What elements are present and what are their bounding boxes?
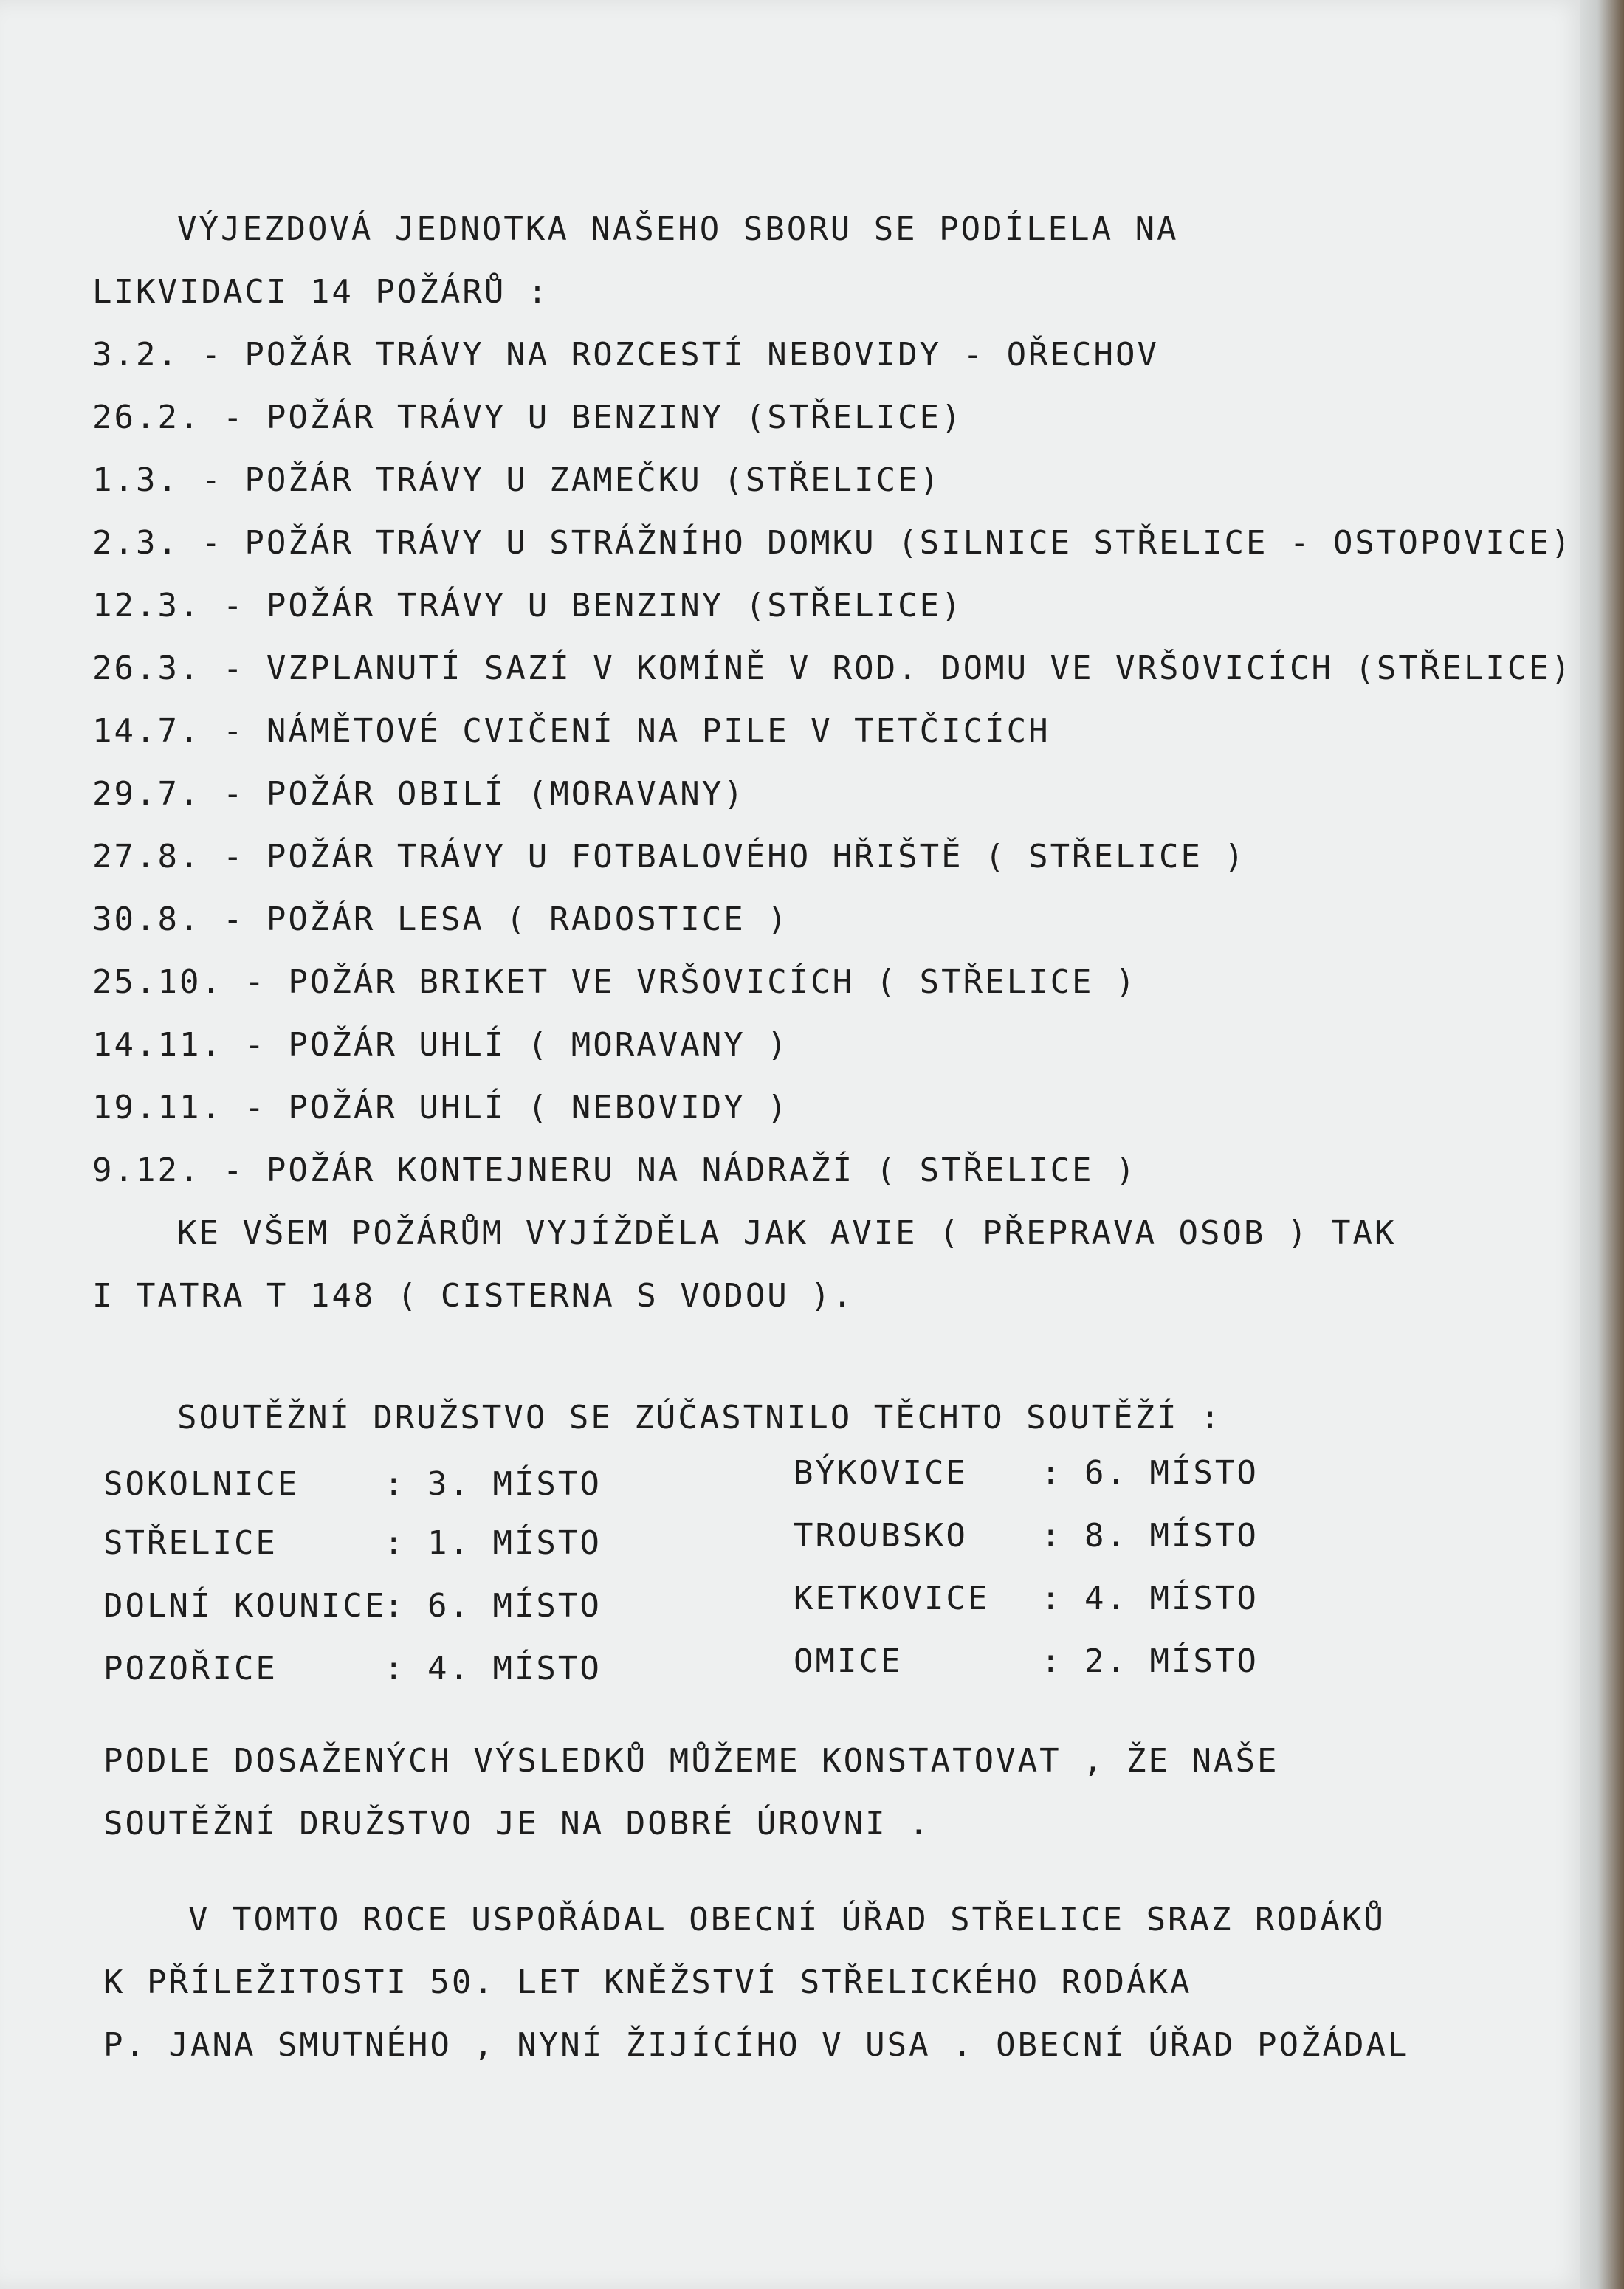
event-line-13: 19.11. - POŽÁR UHLÍ ( NEBOVIDY ) [92,1089,789,1126]
vehicles-line-1: KE VŠEM POŽÁRŮM VYJÍŽDĚLA JAK AVIE ( PŘEPRAVA OSOB ) TAK [177,1214,1397,1252]
intro-line-1: VÝJEZDOVÁ JEDNOTKA NAŠEHO SBORU SE PODÍLELA NA [177,210,1179,248]
conclusion-line-1: PODLE DOSAŽENÝCH VÝSLEDKŮ MŮŽEME KONSTATOVAT , ŽE NAŠE [103,1742,1279,1780]
closing-line-3: P. JANA SMUTNÉHO , NYNÍ ŽIJÍCÍHO V USA . OBECNÍ ÚŘAD POŽÁDAL [103,2026,1410,2064]
result-value: : 6. MÍSTO [384,1587,602,1625]
event-line-11: 25.10. - POŽÁR BRIKET VE VRŠOVICÍCH ( STŘELICE ) [92,963,1138,1001]
event-line-12: 14.11. - POŽÁR UHLÍ ( MORAVANY ) [92,1026,789,1064]
result-value: : 1. MÍSTO [384,1524,602,1562]
conclusion-line-2: SOUTĚŽNÍ DRUŽSTVO JE NA DOBRÉ ÚROVNI . [103,1805,931,1842]
event-line-10: 30.8. - POŽÁR LESA ( RADOSTICE ) [92,901,789,938]
event-line-3: 1.3. - POŽÁR TRÁVY U ZAMEČKU (STŘELICE) [92,461,942,499]
result-value: : 2. MÍSTO [1041,1642,1259,1680]
closing-line-1: V TOMTO ROCE USPOŘÁDAL OBECNÍ ÚŘAD STŘELICE SRAZ RODÁKŮ [188,1901,1386,1938]
event-line-8: 29.7. - POŽÁR OBILÍ (MORAVANY) [92,775,746,813]
event-line-14: 9.12. - POŽÁR KONTEJNERU NA NÁDRAŽÍ ( STŘELICE ) [92,1152,1138,1189]
event-line-9: 27.8. - POŽÁR TRÁVY U FOTBALOVÉHO HŘIŠTĚ ( STŘELICE ) [92,838,1246,875]
closing-line-2: K PŘÍLEŽITOSTI 50. LET KNĚŽSTVÍ STŘELICKÉHO RODÁKA [103,1963,1192,2001]
result-value: : 3. MÍSTO [384,1465,602,1503]
result-place: TROUBSKO [794,1517,968,1555]
event-line-1: 3.2. - POŽÁR TRÁVY NA ROZCESTÍ NEBOVIDY - OŘECHOV [92,336,1160,374]
result-value: : 6. MÍSTO [1041,1454,1259,1492]
result-place: STŘELICE [103,1524,278,1562]
competition-intro: SOUTĚŽNÍ DRUŽSTVO SE ZÚČASTNILO TĚCHTO SOUTĚŽÍ : [177,1399,1222,1436]
event-line-2: 26.2. - POŽÁR TRÁVY U BENZINY (STŘELICE) [92,399,963,436]
result-place: BÝKOVICE [794,1454,968,1492]
result-value: : 8. MÍSTO [1041,1517,1259,1555]
vehicles-line-2: I TATRA T 148 ( CISTERNA S VODOU ). [92,1277,855,1315]
result-place: SOKOLNICE [103,1465,300,1503]
intro-line-2: LIKVIDACI 14 POŽÁRŮ : [92,273,550,311]
result-value: : 4. MÍSTO [384,1650,602,1687]
result-place: POZOŘICE [103,1650,278,1687]
result-value: : 4. MÍSTO [1041,1580,1259,1617]
result-place: OMICE [794,1642,903,1680]
result-place: KETKOVICE [794,1580,990,1617]
result-place: DOLNÍ KOUNICE [103,1587,387,1625]
event-line-6: 26.3. - VZPLANUTÍ SAZÍ V KOMÍNĚ V ROD. DOMU VE VRŠOVICÍCH (STŘELICE) [92,650,1573,687]
event-line-4: 2.3. - POŽÁR TRÁVY U STRÁŽNÍHO DOMKU (SILNICE STŘELICE - OSTOPOVICE) [92,524,1573,562]
event-line-5: 12.3. - POŽÁR TRÁVY U BENZINY (STŘELICE) [92,587,963,624]
event-line-7: 14.7. - NÁMĚTOVÉ CVIČENÍ NA PILE V TETČICÍCH [92,712,1050,750]
